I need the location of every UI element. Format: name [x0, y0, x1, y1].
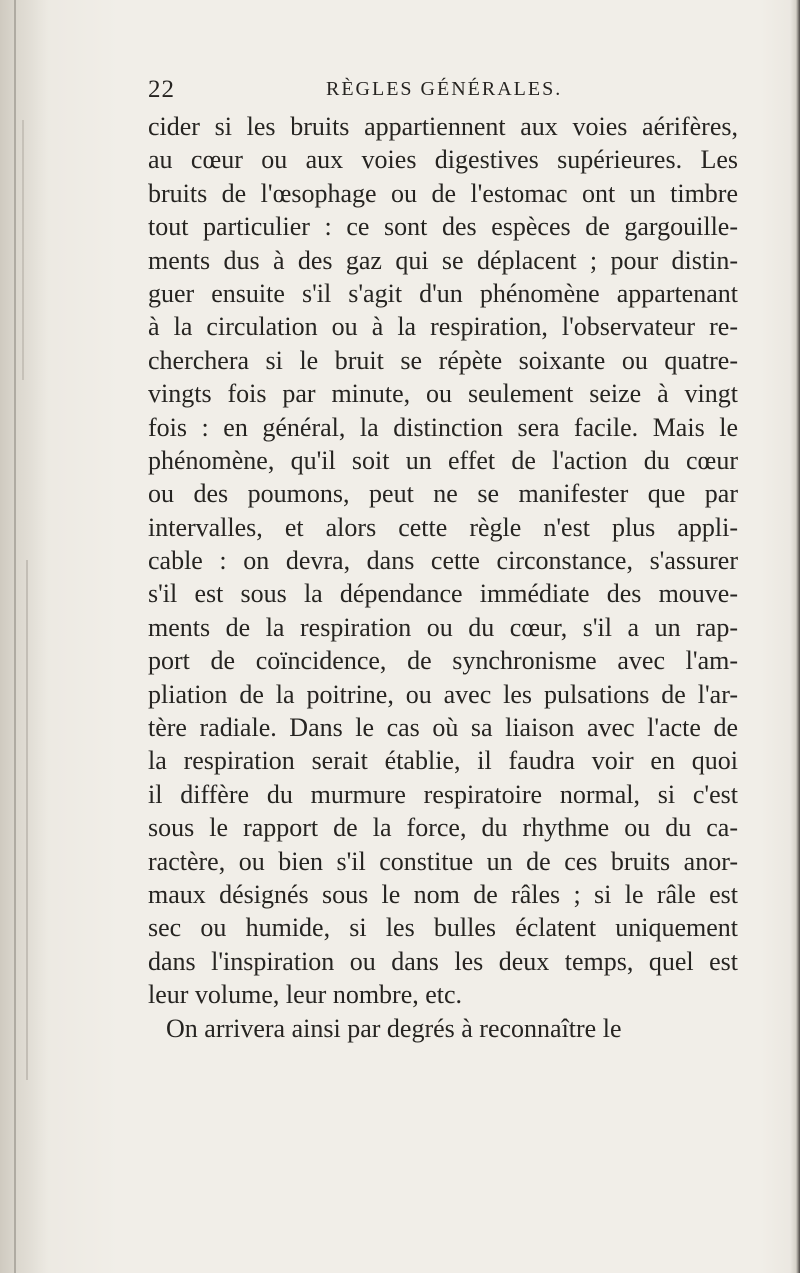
text-line: pliation de la poitrine, ou avec les pulsations de l'ar-: [148, 679, 738, 709]
text-line: guer ensuite s'il s'agit d'un phénomène appartenant: [148, 278, 738, 308]
text-line: la respiration serait établie, il faudra voir en quoi: [148, 746, 738, 776]
text-line: à la circulation ou à la respiration, l'observateur re-: [148, 312, 738, 342]
text-line: maux désignés sous le nom de râles ; si le râle est: [148, 879, 738, 909]
text-line: ractère, ou bien s'il constitue un de ces bruits anor-: [148, 846, 738, 876]
text-line: sec ou humide, si les bulles éclatent uniquement: [148, 913, 738, 943]
text-line: ments de la respiration ou du cœur, s'il a un rap-: [148, 612, 738, 642]
text-line: leur volume, leur nombre, etc.: [148, 980, 463, 1010]
text-line: cider si les bruits appartiennent aux voies aérifères,: [148, 112, 738, 141]
text-line: ou des poumons, peut ne se manifester que par: [148, 479, 738, 509]
text-line: fois : en général, la distinction sera facile. Mais le: [148, 412, 738, 442]
text-line: vingts fois par minute, ou seulement seize à vingt: [148, 379, 738, 409]
text-line: bruits de l'œsophage ou de l'estomac ont un timbre: [148, 178, 738, 208]
text-line: cable : on devra, dans cette circonstance, s'assurer: [148, 546, 738, 576]
page-header: [148, 76, 748, 106]
text-line: dans l'inspiration ou dans les deux temps, quel est: [148, 946, 738, 976]
running-title: RÈGLES GÉNÉRALES.: [326, 78, 563, 100]
text-line: tout particulier : ce sont des espèces de gargouille-: [148, 212, 738, 242]
page-number: 22: [148, 76, 175, 103]
text-line: intervalles, et alors cette règle n'est plus appli-: [148, 512, 738, 542]
text-line: tère radiale. Dans le cas où sa liaison avec l'acte de: [148, 713, 738, 743]
text-line: On arrivera ainsi par degrés à reconnaître le: [166, 1013, 622, 1043]
page-edge: [790, 0, 800, 1273]
gutter-line: [14, 0, 16, 1273]
body-text: [148, 110, 738, 1045]
text-line: au cœur ou aux voies digestives supérieures. Les: [148, 145, 738, 175]
text-line: sous le rapport de la force, du rhythme ou du ca-: [148, 813, 738, 843]
binding-gutter: [0, 0, 48, 1273]
text-line: ments dus à des gaz qui se déplacent ; pour distin-: [148, 245, 738, 275]
text-line: il diffère du murmure respiratoire normal, si c'est: [148, 779, 738, 809]
gutter-line: [26, 560, 28, 1080]
text-line: port de coïncidence, de synchronisme avec l'am-: [148, 646, 738, 676]
gutter-line: [22, 120, 24, 380]
text-line: s'il est sous la dépendance immédiate des mouve-: [148, 579, 738, 609]
text-line: cherchera si le bruit se répète soixante ou quatre-: [148, 345, 738, 375]
text-line: phénomène, qu'il soit un effet de l'action du cœur: [148, 445, 738, 475]
